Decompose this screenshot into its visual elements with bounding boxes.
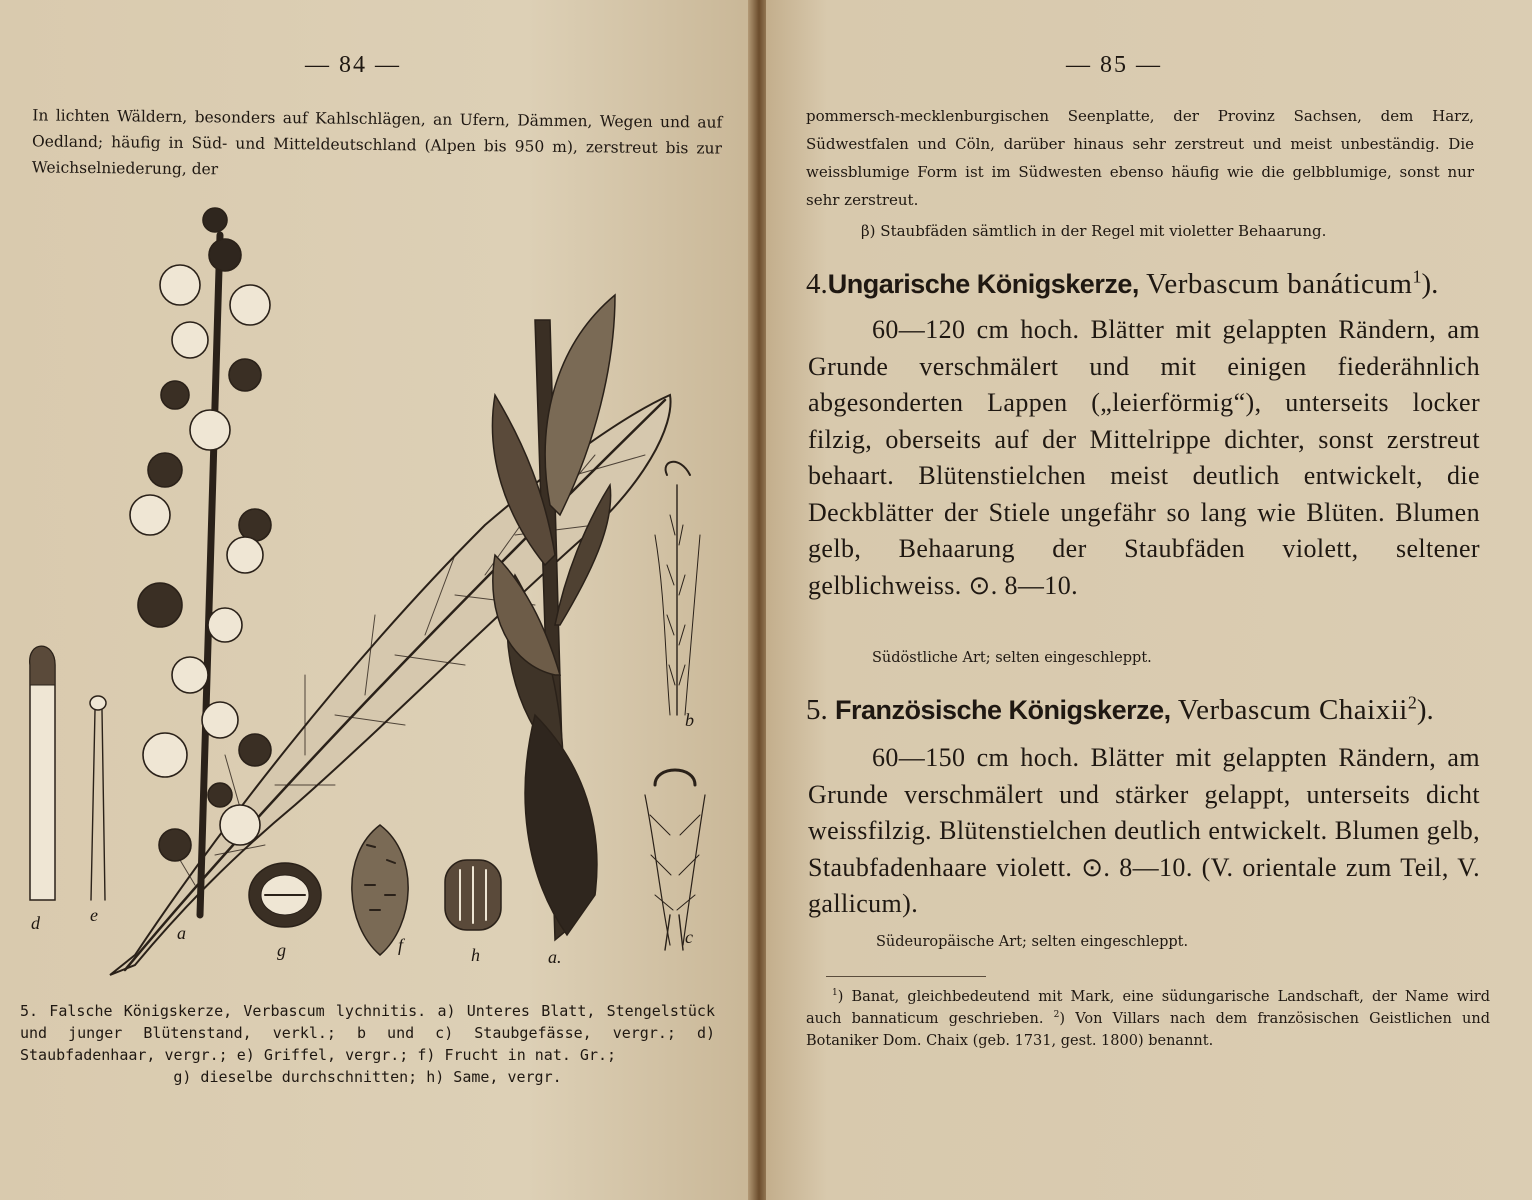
footnote-separator bbox=[826, 976, 986, 977]
stamen-hair-d bbox=[30, 646, 55, 900]
stem-with-leaves bbox=[492, 295, 615, 940]
right-top-paragraph: pommersch-mecklenburgischen Seenplatte, der Provinz Sachsen, dem Harz, Südwestfalen und Cöln, darüber hinaus sehr zerstreut und meist unbeständig. Die weissblumige Form ist im Südwesten ebenso häufig wie die gelbblumige, sonst nur sehr zerstreut. bbox=[806, 107, 1474, 209]
species-latin-name: Verbascum banáticum bbox=[1146, 268, 1413, 300]
figure-caption-last-line: g) dieselbe durchschnitten; h) Same, vergr. bbox=[173, 1068, 562, 1086]
flower-spike bbox=[130, 208, 271, 915]
stamen-b bbox=[655, 462, 700, 715]
footnote-ref-1: 1 bbox=[1412, 266, 1422, 287]
beta-subgroup-line: β) Staubfäden sämtlich in der Regel mit violetter Behaarung. bbox=[861, 222, 1327, 240]
species-number: 4. bbox=[806, 268, 828, 300]
species-5-distribution: Südeuropäische Art; selten eingeschleppt. bbox=[876, 934, 1189, 950]
figure-label-h: h bbox=[471, 945, 480, 965]
left-page bbox=[0, 0, 752, 1200]
figure-caption bbox=[20, 1000, 715, 1088]
page-number-left: — 84 — bbox=[305, 52, 401, 78]
heading-closing: ). bbox=[1421, 268, 1439, 300]
footnote-mark-2: 2 bbox=[1053, 1010, 1060, 1021]
right-top-paragraph-block bbox=[806, 102, 1474, 214]
figure-label-g: g bbox=[277, 940, 286, 960]
fruit-section-g bbox=[249, 863, 321, 927]
stamen-c bbox=[645, 770, 705, 950]
figure-label-a-left: a bbox=[177, 923, 186, 943]
species-4-description: 60—120 cm hoch. Blätter mit gelappten Rändern, am Grunde verschmälert und mit einigen fiederähnlich abgesonderten Lappen („leierförmig“), unterseits locker filzig, oberseits auf der Mittelrippe dichter, sonst zerstreut behaart. Blütenstielchen meist deutlich entwickelt, die Deckblätter der Stiele ungefähr so lang wie Blüten. Blumen gelb, Behaarung der Staubfäden violett, seltener gelblichweiss. ⊙. 8—10. bbox=[808, 315, 1480, 600]
species-number: 5. bbox=[806, 694, 828, 726]
species-heading-5 bbox=[806, 694, 1434, 727]
right-page bbox=[766, 0, 1532, 1200]
figure-caption-main: 5. Falsche Königskerze, Verbascum lychnitis. a) Unteres Blatt, Stengelstück und junger Blütenstand, verkl.; b und c) Staubgefässe, vergr.; d) Staubfadenhaar, vergr.; e) Griffel, vergr.; f) Frucht in nat. Gr.; bbox=[20, 1002, 715, 1064]
heading-closing: ). bbox=[1416, 694, 1434, 726]
footnote-2: ) Von Villars nach dem französischen Geistlichen und Botaniker Dom. Chaix (geb. 1731, gest. 1800) benannt. bbox=[806, 1011, 1490, 1049]
figure-label-b: b bbox=[685, 710, 694, 730]
plant-engraving bbox=[15, 195, 735, 990]
species-german-name: Ungarische Königskerze, bbox=[827, 269, 1139, 299]
figure-label-d: d bbox=[31, 913, 40, 933]
footnotes bbox=[806, 986, 1490, 1052]
footnote-mark-1: 1 bbox=[832, 988, 838, 999]
figure-label-e: e bbox=[90, 905, 98, 925]
figure-label-a-right: a. bbox=[548, 947, 562, 967]
figure-label-f: f bbox=[398, 935, 404, 955]
figure-label-c: c bbox=[685, 927, 693, 947]
verbascum-illustration bbox=[15, 195, 735, 990]
species-4-distribution: Südöstliche Art; selten eingeschleppt. bbox=[872, 650, 1152, 666]
footnote-1: ) Banat, gleichbedeutend mit Mark, eine südungarische Landschaft, der Name wird auch bannaticum geschrieben. bbox=[806, 989, 1490, 1027]
species-heading-4 bbox=[806, 268, 1438, 301]
species-latin-name: Verbascum Chaixii bbox=[1177, 694, 1408, 726]
page-number-right: — 85 — bbox=[1066, 52, 1162, 78]
left-intro-paragraph: In lichten Wäldern, besonders auf Kahlschlägen, an Ufern, Dämmen, Wegen und auf Oedland; häufig in Süd- und Mitteldeutschland (Alpen bis 950 m), zerstreut bis zur Weichselniederung, der bbox=[31, 106, 723, 179]
species-5-description: 60—150 cm hoch. Blätter mit gelappten Rändern, am Grunde verschmälert und stärker gelappt, unterseits dicht weissfilzig. Blütenstielchen deutlich entwickelt. Blumen gelb, Staubfadenhaare violett. ⊙. 8—10. (V. orientale zum Teil, V. gallicum). bbox=[808, 743, 1480, 918]
style-e bbox=[90, 696, 106, 900]
species-german-name: Französische Königskerze, bbox=[835, 695, 1171, 725]
seed-h bbox=[445, 860, 501, 930]
footnote-ref-2: 2 bbox=[1407, 692, 1417, 713]
